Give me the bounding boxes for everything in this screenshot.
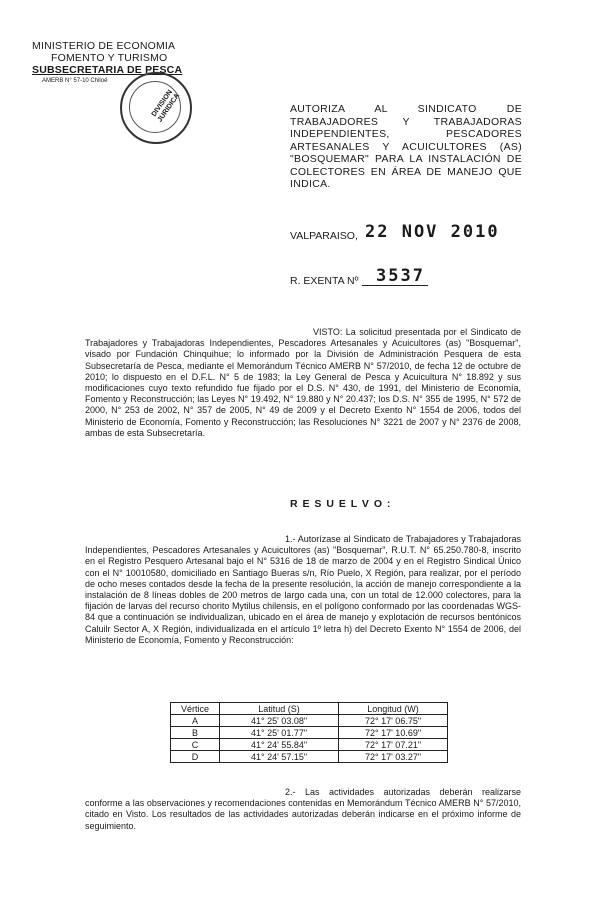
title-line: INDEPENDIENTES, PESCADORES: [290, 128, 522, 140]
coordinates-table: [170, 702, 448, 763]
table-cell: C: [171, 739, 220, 751]
number-underline: [362, 285, 428, 286]
table-row: [171, 715, 448, 727]
table-cell: 72° 17' 03.27": [339, 751, 448, 763]
reference-code: AMERB N° 57-10 Chiloé: [42, 78, 108, 84]
table-header: Latitud (S): [220, 703, 339, 715]
article-2: 2.- Las actividades autorizadas deberán realizarse conforme a las observaciones y recomendaciones contenidas en Memorándum Técnico AMERB N° 57/2010, citado en Visto. Los resultados de las actividades autorizadas deberán indicarse en el próximo informe de seguimiento.: [85, 787, 521, 831]
table-cell: D: [171, 751, 220, 763]
table-cell: 72° 17' 06.75": [339, 715, 448, 727]
table-row: [171, 739, 448, 751]
visto-paragraph: VISTO: La solicitud presentada por el Sindicato de Trabajadores y Trabajadoras Independientes, Pescadores Artesanales y Acuicultores (as) "Bosquemar", visado por Fundación Chinquihue; lo informado por la División de Administración Pesquera de esta Subsecretaría de Pesca, mediante el Memorándum Técnico AMERB N° 57/2010, de fecha 12 de octubre de 2010; lo dispuesto en el D.F.L. N° 5 de 1983; la Ley General de Pesca y Acuicultura N° 18.892 y sus modificaciones cuyo texto refundido fue fijado por el D.S. N° 430, de 1991, del Ministerio de Economía, Fomento y Reconstrucción; las Leyes N° 19.492, N° 19.880 y N° 20.437; los D.S. N° 355 de 1995, N° 572 de 2000, N° 253 de 2002, N° 357 de 2005, N° 49 de 2009 y el Decreto Exento N° 1554 de 2006, todos del Ministerio de Economía, Fomento y Reconstrucción; las Resoluciones N° 3221 de 2007 y N° 2376 de 2008, ambas de esta Subsecretaría.: [85, 327, 521, 438]
title-line: COLECTORES EN ÁREA DE MANEJO QUE: [290, 165, 522, 178]
title-line: TRABAJADORES Y TRABAJADORAS: [290, 115, 522, 128]
table-row: [171, 751, 448, 763]
title-line: INDICA.: [290, 178, 331, 190]
table-header: Longitud (W): [339, 703, 448, 715]
title-line: ARTESANALES Y ACUICULTORES (AS): [290, 140, 522, 153]
resolution-date: 22 NOV 2010: [365, 222, 500, 242]
exenta-label: R. EXENTA Nº: [290, 275, 359, 287]
table-header: Vértice: [171, 703, 220, 715]
ministry-name: MINISTERIO DE ECONOMIA: [32, 40, 176, 52]
exenta-number: 3537: [376, 266, 425, 286]
resolution-title: [290, 103, 522, 191]
table-cell: B: [171, 727, 220, 739]
table-cell: 41° 24' 55.84": [220, 739, 339, 751]
table-cell: 72° 17' 10.69": [339, 727, 448, 739]
resuelvo-heading: R E S U E L V O :: [290, 498, 392, 510]
title-line: "BOSQUEMAR" PARA LA INSTALACIÓN DE: [290, 153, 522, 165]
table-cell: 72° 17' 07.21": [339, 739, 448, 751]
stamp-text: DIVISION JURIDICA: [150, 88, 182, 124]
place-label: VALPARAISO,: [290, 230, 358, 242]
article-1: 1.- Autorízase al Sindicato de Trabajadores y Trabajadoras Independientes, Pescadores Artesanales y Acuicultores (as) "Bosquemar", R.U.T. N° 65.250.780-8, inscrito en el Registro Pesquero Artesanal bajo el N° 5316 de 18 de marzo de 2004 y en el Registro Sindical Único con el N° 10010580, domiciliado en Santiago Bueras s/n, Río Puelo, X Región, para realizar, por el período de ocho meses contados desde la fecha de la presente resolución, la acción de manejo correspondiente a la instalación de 8 líneas dobles de 200 metros de largo cada una, con un total de 12.000 colectores, para la fijación de larvas del recurso chorito Mytilus chilensis, en el polígono conformado por las coordenadas WGS-84 que a continuación se individualizan, ubicado en el área de manejo y explotación de recursos bentónicos Caluilr Sector A, X Región, individualizada en el artículo 1º letra h) del Decreto Exento N° 1554 de 2006, del Ministerio de Economía, Fomento y Reconstrucción:: [85, 534, 521, 645]
table-cell: 41° 25' 03.08": [220, 715, 339, 727]
table-cell: 41° 24' 57.15": [220, 751, 339, 763]
division-stamp: [120, 72, 192, 144]
subsecretaria-name: SUBSECRETARIA DE PESCA: [32, 64, 183, 76]
table-cell: A: [171, 715, 220, 727]
table-header-row: [171, 703, 448, 715]
table-row: [171, 727, 448, 739]
title-line: AUTORIZA AL SINDICATO DE: [290, 103, 522, 115]
table-cell: 41° 25' 01.77": [220, 727, 339, 739]
ministry-line2: FOMENTO Y TURISMO: [51, 52, 168, 64]
